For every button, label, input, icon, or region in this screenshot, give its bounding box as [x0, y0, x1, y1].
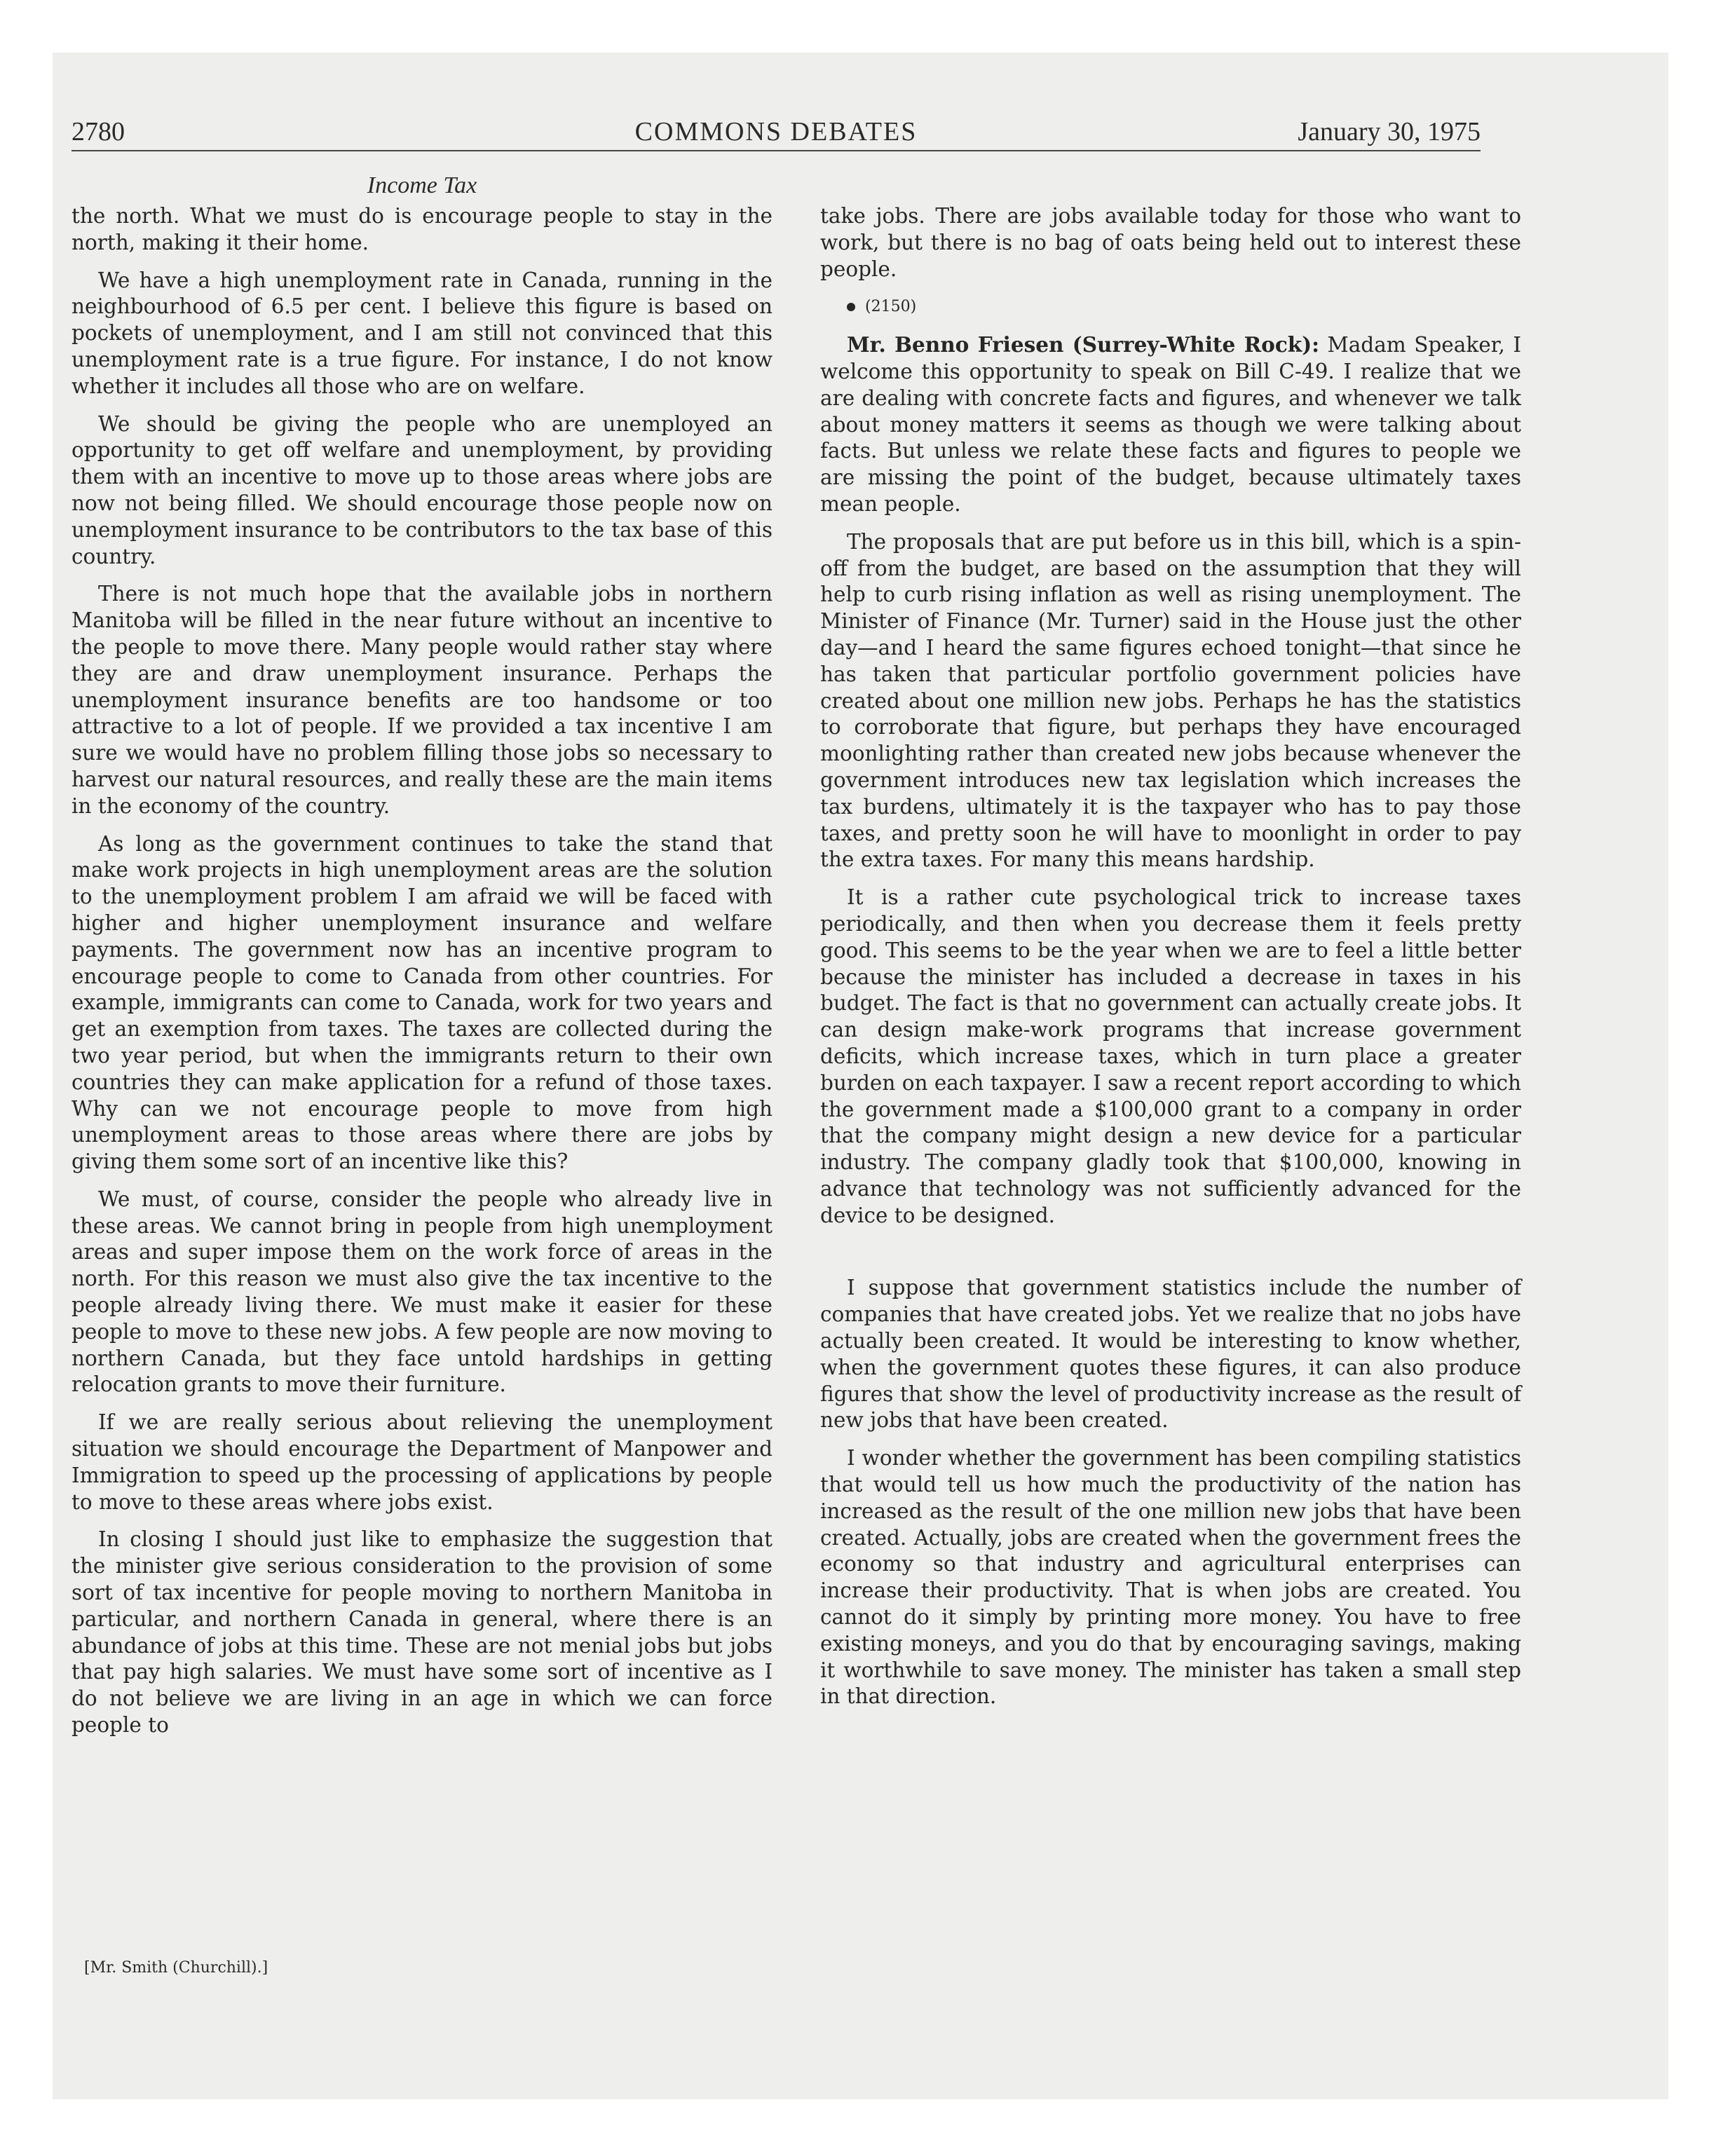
paragraph: As long as the government continues to take the stand that make work projects in high unemployment areas are the solution to the unemployment problem I am afraid we will be faced with higher and higher unemployment insurance and welfare payments. The government now has an incentive program to encourage people to come to Canada from other countries. For example, immigrants can come to Canada, work for two years and get an exemption from taxes. The taxes are collected during the two year period, but when the immigrants return to their own countries they can make application for a refund of those taxes. Why can we not encourage people to move from high unemployment areas to those areas where there are jobs by giving them some sort of an incentive like this?	[72, 831, 773, 1174]
paragraph: I suppose that government statistics include the number of companies that have created jobs. Yet we realize that no jobs have actually been created. It would be interesting to know whether, when the government quotes these figures, it can also produce figures that show the level of productivity increase as the result of new jobs that have been created.	[820, 1276, 1521, 1433]
paragraph: It is a rather cute psychological trick to increase taxes periodically, and then when you decrease them it feels pretty good. This seems to be the year when we are to feel a little better because the minister has included a decrease in taxes in his budget. The fact is that no government can actually create jobs. It can design make-work programs that increase government deficits, which increase taxes, which in turn place a greater burden on each taxpayer. I saw a recent report according to which the government made a $100,000 grant to a company in order that the company might design a new device for a particular industry. The company gladly took that $100,000, knowing in advance that technology was not sufficiently advanced for the device to be designed.	[820, 885, 1522, 1227]
paragraph: I wonder whether the government has been compiling statistics that would tell us how much the productivity of the nation has increased as the result of the one million new jobs that have been created. Actually, jobs are created when the government frees the economy so that industry and agricultural enterprises can increase their productivity. That is when jobs are created. You cannot do it simply by printing more money. You have to free existing moneys, and you do that by encouraging savings, making it worthwhile to save money. The minister has taken a small step in that direction.	[820, 1446, 1521, 1709]
speech-opening: Madam Speaker, I welcome this opportunity to speak on Bill C-49. I realize that we are dealing with concrete facts and figures, and whenever we talk about money matters it seems as though we were talking about facts. But unless we relate these facts and figures to people we are missing the point of the budget, because ultimately taxes mean people.	[820, 333, 1521, 516]
subject-heading: Income Tax	[367, 172, 477, 198]
speaker-attribution: [Mr. Smith (Churchill).]	[84, 1959, 268, 1977]
left-column	[72, 203, 773, 1750]
paragraph: The proposals that are put before us in this bill, which is a spin-off from the budget, are based on the assumption that they will help to curb rising inflation as well as rising unemployment. The Minister of Finance (Mr. Turner) said in the House just the other day—and I heard the same figures echoed tonight—that since he has taken that particular portfolio government policies have created about one million new jobs. Perhaps he has the statistics to corroborate that figure, but perhaps they have encouraged moonlighting rather than created new jobs because whenever the government introduces new tax legislation which increases the tax burdens, ultimately it is the taxpayer who has to pay those taxes, and pretty soon he will have to moonlight in order to pay the extra taxes. For many this means hardship.	[820, 529, 1521, 872]
time-marker	[820, 294, 1521, 320]
page-header	[72, 111, 1481, 151]
paragraph: We must, of course, consider the people who already live in these areas. We cannot bring in people from high unemployment areas and super impose them on the work force of areas in the north. For this reason we must also give the tax incentive to the people already living there. We must make it easier for these people to move to these new jobs. A few people are now moving to northern Canada, but they face untold hardships in getting relocation grants to move their furniture.	[72, 1187, 773, 1397]
bullet-icon	[847, 303, 855, 311]
paragraph: the north. What we must do is encourage people to stay in the north, making it their home.	[72, 204, 773, 254]
paragraph: We have a high unemployment rate in Canada, running in the neighbourhood of 6.5 per cent. I believe this figure is based on pockets of unemployment, and I am still not convinced that this unemployment rate is a true figure. For instance, I do not know whether it includes all those who are on welfare.	[72, 268, 773, 398]
paragraph: There is not much hope that the available jobs in northern Manitoba will be filled in the near future without an incentive to the people to move there. Many people would rather stay where they are and draw unemployment insurance. Perhaps the unemployment insurance benefits are too handsome or too attractive to a lot of people. If we provided a tax incentive I am sure we would have no problem filling those jobs so necessary to harvest our natural resources, and really these are the main items in the economy of the country.	[72, 582, 773, 818]
paragraph: take jobs. There are jobs available today for those who want to work, but there is no bag of oats being held out to interest these people.	[820, 204, 1521, 281]
time-marker-text: (2150)	[865, 298, 917, 316]
column-gap	[820, 1240, 1521, 1275]
paragraph: In closing I should just like to emphasize the suggestion that the minister give serious consideration to the provision of some sort of tax incentive for people moving to northern Manitoba in particular, and northern Canada in general, where there is an abundance of jobs at this time. These are not menial jobs but jobs that pay high salaries. We must have some sort of incentive as I do not believe we are living in an age in which we can force people to	[72, 1527, 773, 1738]
paragraph	[820, 332, 1521, 518]
header-date: January 30, 1975	[1298, 117, 1481, 146]
page-number: 2780	[72, 117, 125, 146]
paragraph: If we are really serious about relieving the unemployment situation we should encourage the Department of Manpower and Immigration to speed up the processing of applications by people to move to these areas where jobs exist.	[72, 1410, 773, 1514]
speaker-name: Mr. Benno Friesen (Surrey-White Rock):	[847, 332, 1320, 357]
right-column	[820, 203, 1521, 1721]
publication-title: COMMONS DEBATES	[634, 117, 918, 146]
paragraph: We should be giving the people who are unemployed an opportunity to get off welfare and unemployment, by providing them with an incentive to move up to those areas where jobs are now not being filled. We should encourage those people now on unemployment insurance to be contributors to the tax base of this country.	[72, 411, 773, 568]
